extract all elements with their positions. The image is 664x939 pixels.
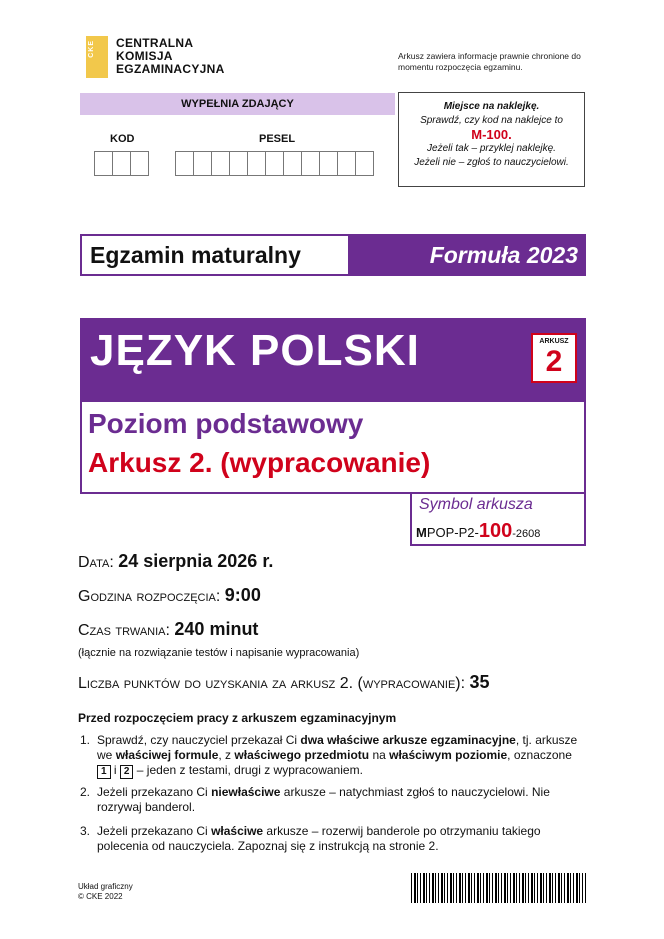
instructions-title: Przed rozpoczęciem pracy z arkuszem egzaminacyjnym (78, 711, 397, 725)
instruction-item-3: 3. Jeżeli przekazano Ci właściwe arkusze – rozerwij banderole po otrzymaniu takiego polecenia od nauczyciela. Zapoznaj się z instrukcją na stronie 2. (80, 824, 541, 853)
exam-banner (80, 234, 586, 276)
sticker-line1: Sprawdź, czy kod na naklejce to (420, 115, 563, 126)
pesel-input-boxes[interactable] (175, 151, 373, 176)
instruction-item-1: 1. Sprawdź, czy nauczyciel przekazał Ci dwa właściwe arkusze egzaminacyjne, tj. arkusze we właściwej formule, z właściwego przedmiotu na właściwym poziomie, oznaczone 1 i 2 – jeden z testami, drugi z wypracowaniem. (80, 733, 578, 777)
level-title: Poziom podstawowy (88, 408, 364, 439)
symbol-label: Symbol arkusza (419, 496, 533, 513)
sticker-code: M-100. (471, 127, 512, 142)
kod-label: KOD (110, 133, 135, 145)
duration-note: (łącznie na rozwiązanie testów i napisanie wypracowania) (78, 647, 360, 659)
sticker-line3: Jeżeli nie – zgłoś to nauczycielowi. (414, 157, 569, 168)
sheet-1-marker: 1 (97, 765, 111, 779)
exam-name: Egzamin maturalny (82, 236, 348, 274)
footer-credit: Układ graficzny © CKE 2022 (78, 882, 133, 901)
symbol-code: MPOP-P2-100-2608 (416, 520, 541, 542)
barcode (411, 873, 586, 903)
start-time-line: Godzina rozpoczęcia: 9:00 (78, 585, 261, 605)
arkusz-badge-label: ARKUSZ (539, 338, 569, 345)
sticker-title: Miejsce na naklejkę. (443, 101, 540, 112)
cke-logo-text: CENTRALNA KOMISJA EGZAMINACYJNA (116, 36, 225, 76)
protected-info-note: Arkusz zawiera informacje prawnie chronione do momentu rozpoczęcia egzaminu. (398, 51, 581, 72)
kod-input-boxes[interactable] (94, 151, 148, 176)
sticker-placeholder (398, 92, 585, 187)
exam-formula: Formuła 2023 (348, 236, 584, 274)
fill-in-header: WYPEŁNIA ZDAJĄCY (80, 93, 395, 115)
date-line: Data: 24 sierpnia 2026 r. (78, 551, 274, 571)
sheet-2-marker: 2 (120, 765, 134, 779)
cke-logo-mark: CKE (86, 36, 108, 78)
pesel-label: PESEL (259, 133, 296, 145)
sticker-line2: Jeżeli tak – przyklej naklejkę. (427, 143, 556, 154)
instruction-item-2: 2. Jeżeli przekazano Ci niewłaściwe arkusze – natychmiast zgłoś to nauczycielowi. Nie rozrywaj banderol. (80, 785, 550, 814)
points-line: Liczba punktów do uzyskania za arkusz 2. (wypracowanie): 35 (78, 672, 490, 692)
arkusz-badge-number: 2 (545, 345, 563, 378)
sheet-title: Arkusz 2. (wypracowanie) (88, 447, 431, 478)
arkusz-badge (531, 333, 577, 383)
duration-line: Czas trwania: 240 minut (78, 619, 259, 639)
subject-title: JĘZYK POLSKI (90, 326, 420, 375)
